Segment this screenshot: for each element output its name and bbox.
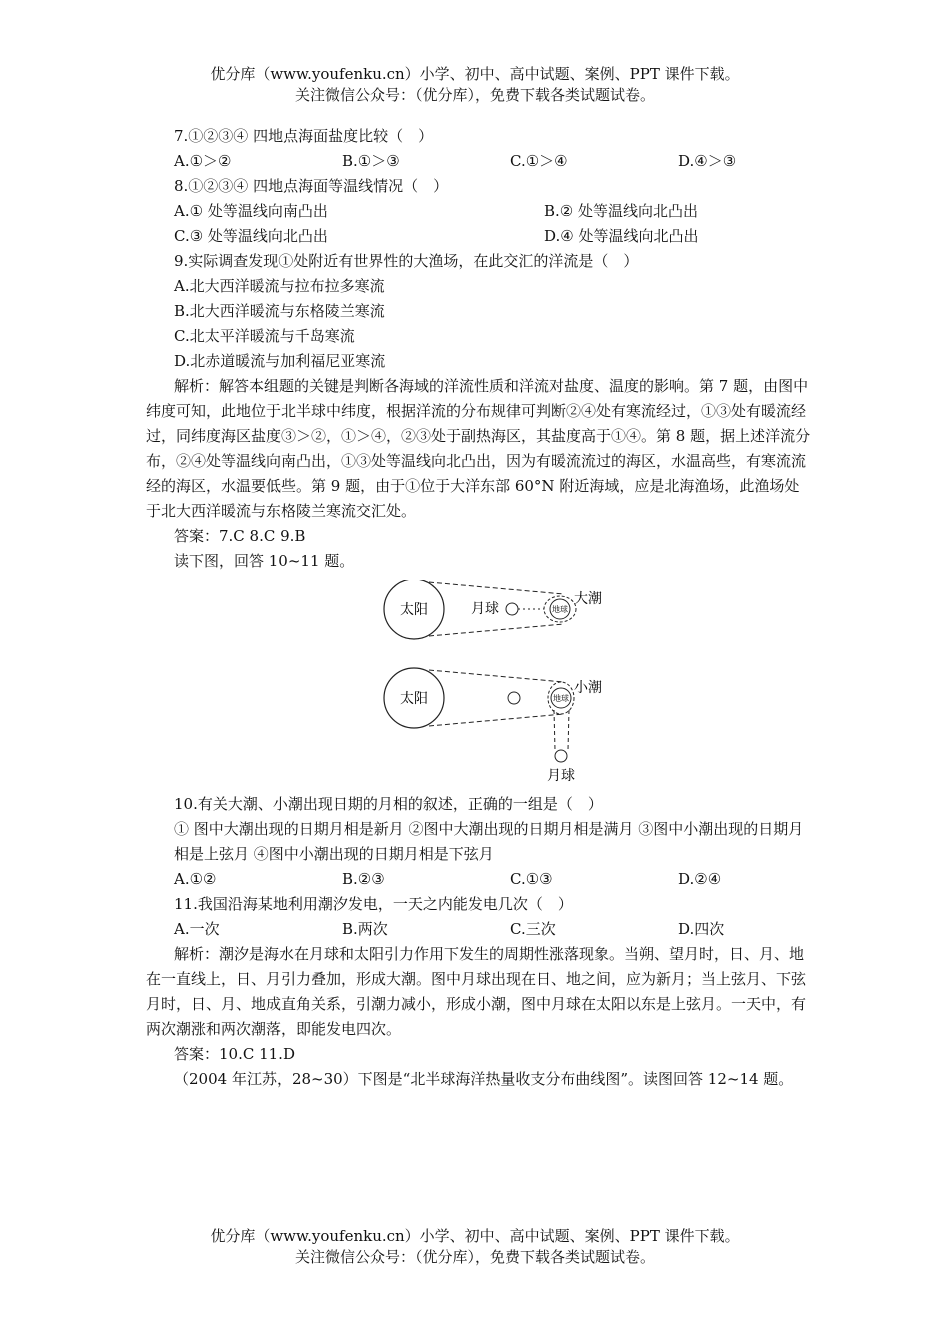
moon-line-left [554,710,555,750]
intro-10-11: 读下图，回答 10~11 题。 [174,552,355,570]
q7-options [174,149,814,174]
q10-options [174,867,814,892]
q7-option-a: A.①＞② [174,152,232,170]
header-line-2: 关注微信公众号：（优分库），免费下载各类试题试卷。 [294,86,655,104]
analysis-2: 解析：潮汐是海水在月球和太阳引力作用下发生的周期性涨落现象。当朔、望月时，日、月、地在一直线上，日、月引力叠加，形成大潮。图中月球出现在日、地之间，应为新月；当上弦月、下弦月时，日、月、地成直角关系，引潮力减小，形成小潮，图中月球在太阳以东是上弦月。一天中，有两次潮涨和两次潮落，即能发电四次。 [146,945,807,1038]
earth-label-top: 地球 [552,605,568,614]
tide-figure [174,580,814,792]
spring-tide-label [574,590,602,607]
moon-ghost-bottom [508,692,520,704]
page-footer [0,1226,950,1268]
tide-diagram [174,580,814,792]
q11-stem: 11.我国沿海某地利用潮汐发电，一天之内能发电几次（ ） [174,895,573,913]
moon-circle-top [506,603,518,615]
moon-line-right [568,710,569,750]
q8-stem: 8.①②③④ 四地点海面等温线情况（ ） [174,177,449,195]
q9-stem: 9.实际调查发现①处附近有世界性的大渔场，在此交汇的洋流是（ ） [174,252,639,270]
q10-statements: ① 图中大潮出现的日期月相是新月 ②图中大潮出现的日期月相是满月 ③图中小潮出现的日期月相是上弦月 ④图中小潮出现的日期月相是下弦月 [174,820,804,863]
sunlight-top-lower [429,624,564,636]
q9-option-b: B.北大西洋暖流与东格陵兰寒流 [174,302,385,320]
q10-option-d: D.②④ [678,870,722,888]
footer-line-1: 优分库（www.youfenku.cn）小学、初中、高中试题、案例、PPT 课件下载。 [210,1227,740,1245]
moon-label-top: 月球 [471,601,499,617]
q8-option-a: A.① 处等温线向南凸出 [174,202,328,220]
q7-option-d: D.④＞③ [678,152,737,170]
sunlight-bottom-lower [429,714,564,726]
answer-1: 答案：7.C 8.C 9.B [174,527,306,545]
q11-option-b: B.两次 [342,920,388,938]
intro-12-14: （2004 年江苏，28~30）下图是“北半球海洋热量收支分布曲线图”。读图回答 12~14 题。 [174,1070,794,1088]
q11-option-d: D.四次 [678,920,725,938]
q9-option-a: A.北大西洋暖流与拉布拉多寒流 [174,277,385,295]
q10-option-b: B.②③ [342,870,385,888]
sunlight-bottom-upper [429,670,564,682]
moon-circle-bottom [555,750,567,762]
spring-tide-label-text: 大潮 [574,591,602,607]
analysis-1: 解析：解答本组题的关键是判断各海域的洋流性质和洋流对盐度、温度的影响。第 7 题，由图中纬度可知，此地位于北半球中纬度，根据洋流的分布规律可判断②④处有寒流经过，①③处有暖流经过，同纬度海区盐度③＞②，①＞④，②③处于副热海区，其盐度高于①④。第 8 题，据上述洋流分布，②④处等温线向南凸出，①③处等温线向北凸出，因为有暖流流过的海区，水温高些，有寒流流经的海区，水温要低些。第 9 题，由于①位于大洋东部 60°N 附近海域，应是北海渔场，此渔场处于北大西洋暖流与东格陵兰寒流交汇处。 [146,377,811,520]
q11-option-a: A.一次 [174,920,220,938]
neap-tide-label-text: 小潮 [574,680,602,696]
page-header [0,64,950,106]
header-line-1: 优分库（www.youfenku.cn）小学、初中、高中试题、案例、PPT 课件下载。 [210,65,740,83]
q7-option-b: B.①＞③ [342,152,400,170]
sunlight-top-upper [429,582,564,594]
answer-2: 答案：10.C 11.D [174,1045,295,1063]
q10-option-a: A.①② [174,870,217,888]
sun-label-bottom: 太阳 [400,691,428,707]
q9-option-d: D.北赤道暖流与加利福尼亚寒流 [174,352,386,370]
q11-options [174,917,814,942]
earth-label-bottom: 地球 [553,694,569,703]
q8-option-b: B.② 处等温线向北凸出 [544,202,699,220]
moon-label-bottom: 月球 [547,768,575,784]
q9-option-c: C.北太平洋暖流与千岛寒流 [174,327,355,345]
q7-stem: 7.①②③④ 四地点海面盐度比较（ ） [174,127,434,145]
page-content [146,124,814,1092]
footer-line-2: 关注微信公众号：（优分库），免费下载各类试题试卷。 [294,1248,655,1266]
q8-option-d: D.④ 处等温线向北凸出 [544,227,699,245]
q7-option-c: C.①＞④ [510,152,568,170]
neap-tide-label [574,679,602,696]
q10-stem: 10.有关大潮、小潮出现日期的月相的叙述，正确的一组是（ ） [174,795,603,813]
sun-label-top: 太阳 [400,602,428,618]
q8-options [174,199,814,249]
q11-option-c: C.三次 [510,920,556,938]
q8-option-c: C.③ 处等温线向北凸出 [174,227,328,245]
q10-option-c: C.①③ [510,870,553,888]
